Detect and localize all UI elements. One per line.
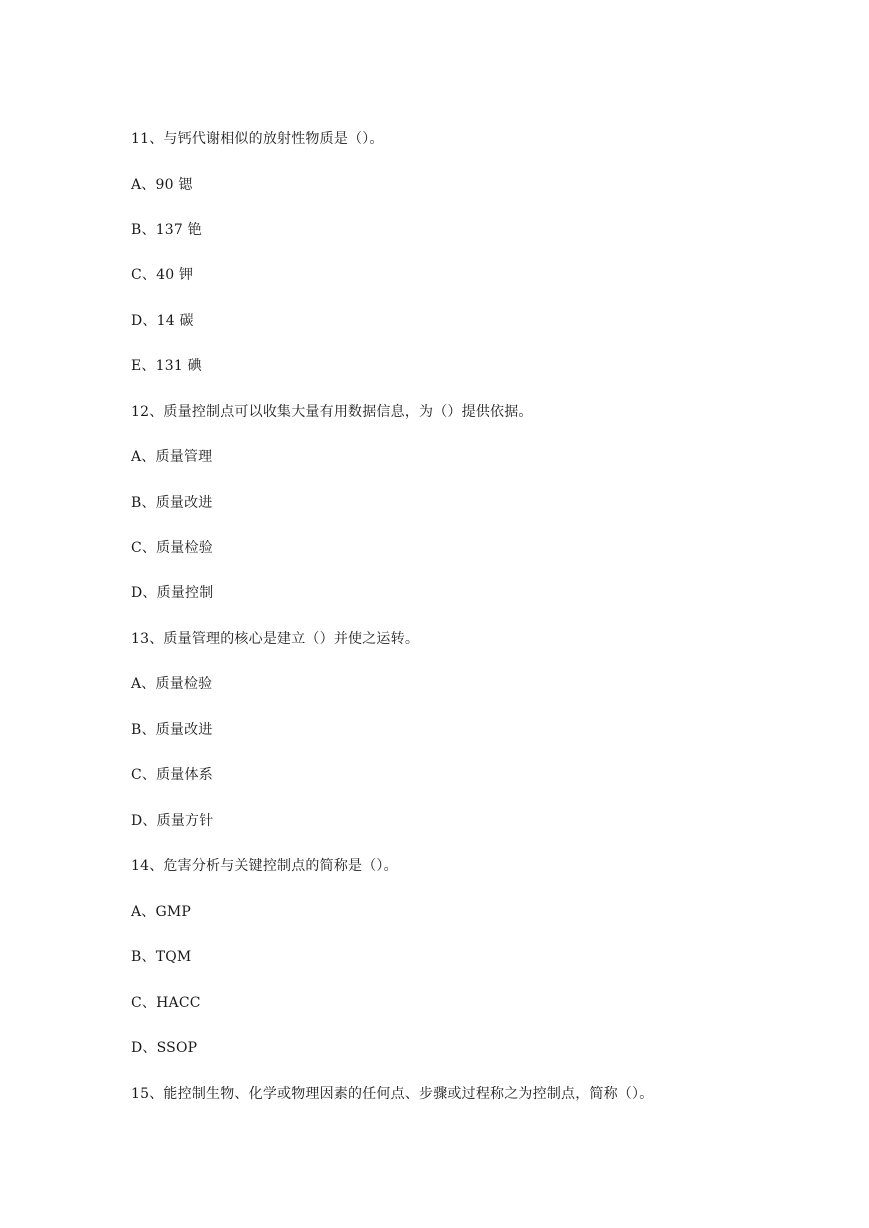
question-11-option-a: A、90 锶 <box>131 177 193 193</box>
question-12-option-c: C、质量检验 <box>131 540 213 556</box>
question-13-option-a: A、质量检验 <box>131 676 213 692</box>
question-12-stem: 12、质量控制点可以收集大量有用数据信息，为（）提供依据。 <box>131 404 533 420</box>
question-12-option-d: D、质量控制 <box>131 585 214 601</box>
question-11-option-d: D、14 碳 <box>131 313 194 329</box>
question-13-option-d: D、质量方针 <box>131 813 214 829</box>
question-11-option-e: E、131 碘 <box>131 358 202 374</box>
question-15-stem: 15、能控制生物、化学或物理因素的任何点、步骤或过程称之为控制点，简称（）。 <box>131 1086 654 1102</box>
question-12-option-b: B、质量改进 <box>131 495 213 511</box>
question-11-option-b: B、137 铯 <box>131 222 202 238</box>
question-14-stem: 14、危害分析与关键控制点的简称是（）。 <box>131 858 398 874</box>
question-14-option-c: C、HACC <box>131 995 201 1011</box>
question-14-option-a: A、GMP <box>131 904 192 920</box>
question-11-stem: 11、与钙代谢相似的放射性物质是（）。 <box>131 131 384 147</box>
question-13-option-c: C、质量体系 <box>131 767 213 783</box>
question-11-option-c: C、40 钾 <box>131 267 194 283</box>
question-12-option-a: A、质量管理 <box>131 449 213 465</box>
question-13-stem: 13、质量管理的核心是建立（）并使之运转。 <box>131 631 420 647</box>
question-14-option-d: D、SSOP <box>131 1040 198 1056</box>
question-13-option-b: B、质量改进 <box>131 722 213 738</box>
question-14-option-b: B、TQM <box>131 949 192 965</box>
